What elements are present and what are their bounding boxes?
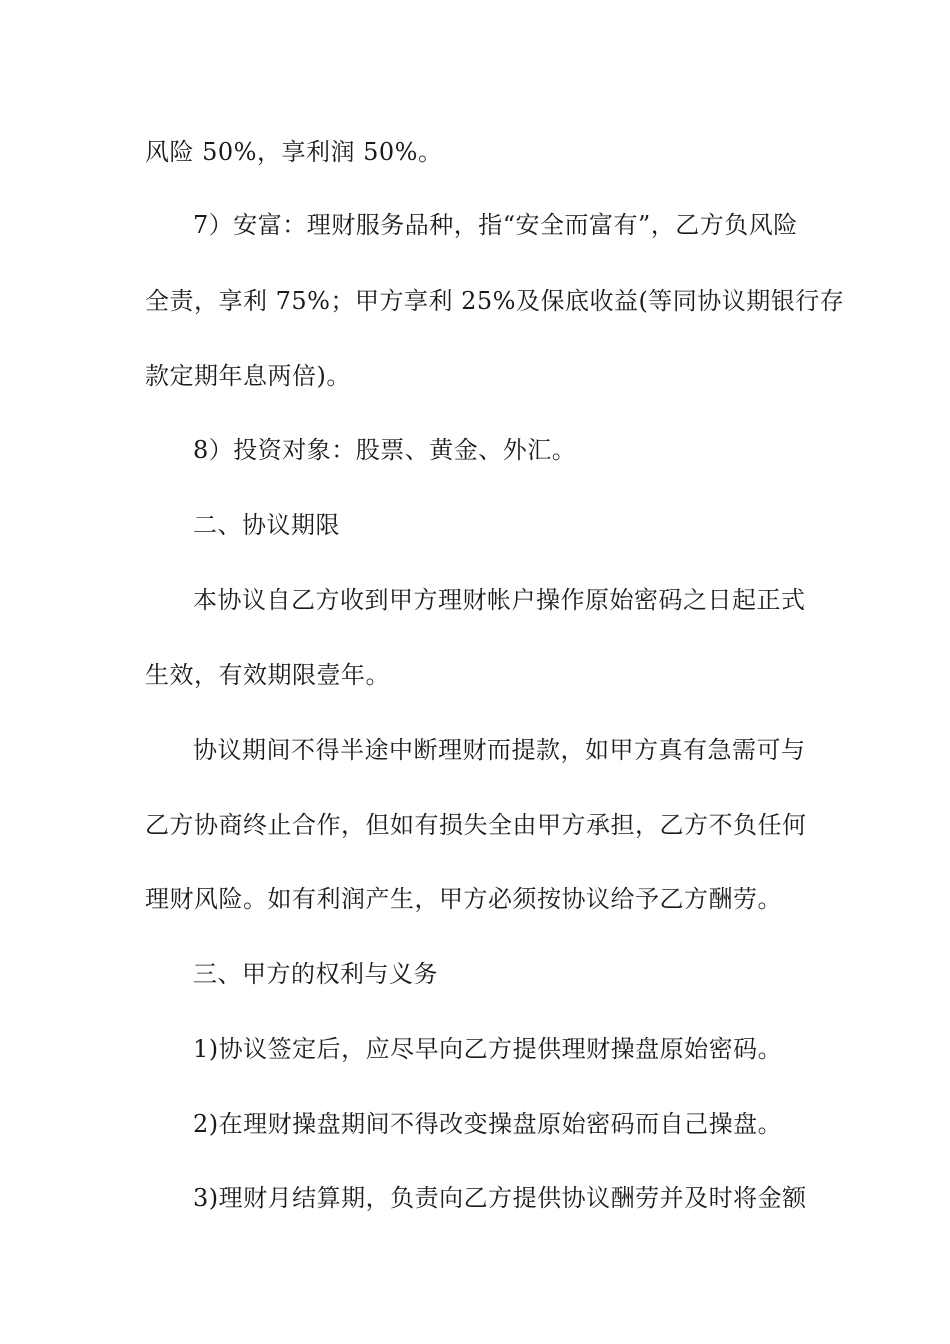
- text-line: 3)理财月结算期，负责向乙方提供协议酬劳并及时将金额: [193, 1184, 807, 1212]
- text-line: 1)协议签定后，应尽早向乙方提供理财操盘原始密码。: [193, 1035, 783, 1063]
- text-line: 7）安富：理财服务品种，指“安全而富有”，乙方负风险: [193, 211, 798, 239]
- text-line: 2)在理财操盘期间不得改变操盘原始密码而自己操盘。: [193, 1110, 783, 1138]
- text-line: 风险 50%，享利润 50%。: [145, 138, 443, 166]
- text-line: 理财风险。如有利润产生，甲方必须按协议给予乙方酬劳。: [145, 885, 782, 913]
- text-line: 全责，享利 75%；甲方享利 25%及保底收益(等同协议期银行存: [145, 287, 845, 315]
- text-line: 款定期年息两倍)。: [145, 362, 351, 390]
- text-line: 8）投资对象：股票、黄金、外汇。: [193, 436, 577, 464]
- text-line: 本协议自乙方收到甲方理财帐户操作原始密码之日起正式: [193, 586, 806, 614]
- text-line: 乙方协商终止合作，但如有损失全由甲方承担，乙方不负任何: [145, 811, 807, 839]
- section-heading: 二、协议期限: [193, 511, 340, 539]
- text-line: 协议期间不得半途中断理财而提款，如甲方真有急需可与: [193, 736, 806, 764]
- text-line: 生效，有效期限壹年。: [145, 661, 390, 689]
- section-heading: 三、甲方的权利与义务: [193, 960, 438, 988]
